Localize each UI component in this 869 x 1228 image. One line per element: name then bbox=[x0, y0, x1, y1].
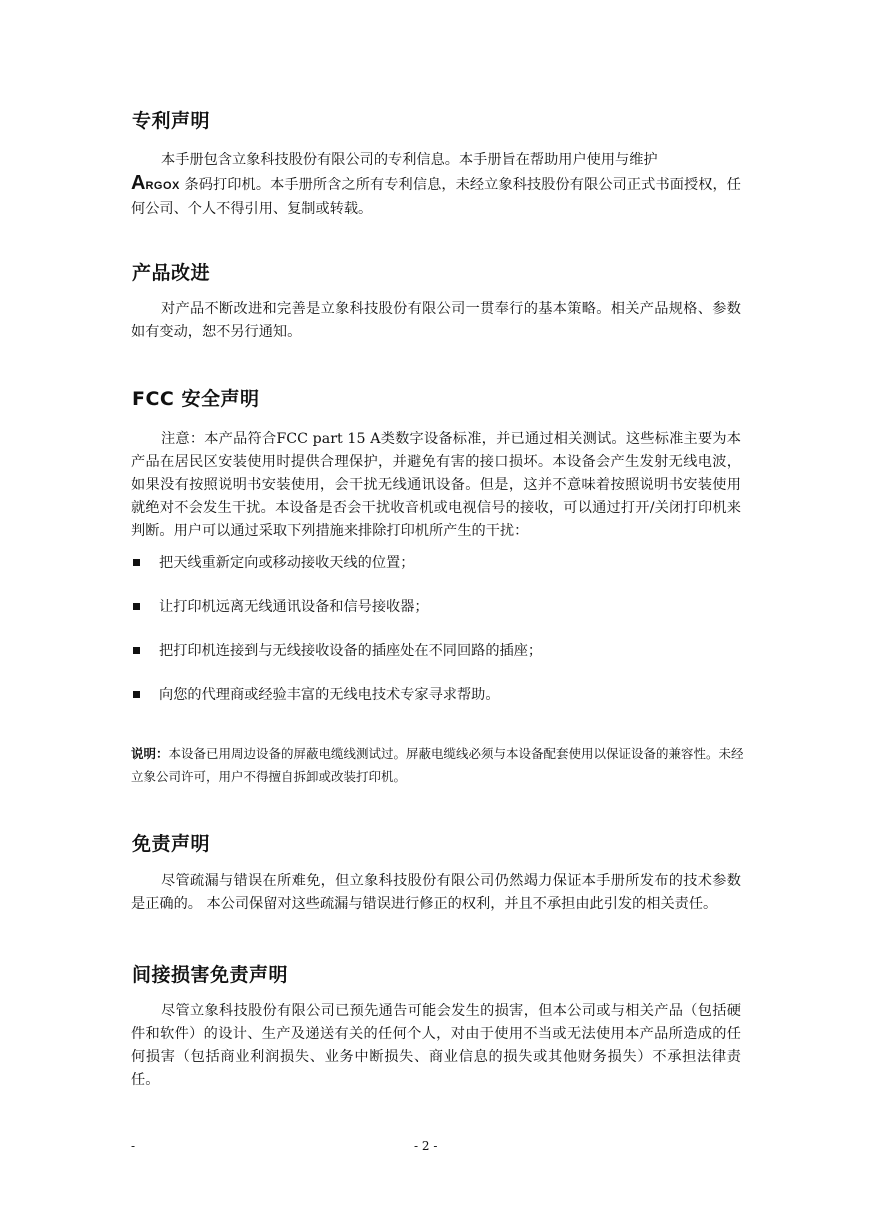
patent-paragraph: 本手册包含立象科技股份有限公司的专利信息。本手册旨在帮助用户使用与维护 ARGOX 条码打印机。本手册所含之所有专利信息，未经立象科技股份有限公司正式书面授权，任何公司、个人不得引用、复制或转载。 bbox=[131, 152, 741, 217]
bullet-square-icon bbox=[133, 603, 140, 610]
bullet-square-icon bbox=[133, 647, 140, 654]
bullet-square-icon bbox=[133, 691, 140, 698]
section-title-disclaimer: 免责声明 bbox=[132, 833, 211, 855]
fcc-note: 说明：本设备已用周边设备的屏蔽电缆线测试过。屏蔽电缆线必须与本设备配套使用以保证设备的兼容性。未经立象公司许可，用户不得擅自拆卸或改装打印机。 bbox=[131, 746, 744, 784]
section-title-fcc: FCC 安全声明 bbox=[132, 388, 260, 410]
fcc-measures-list bbox=[131, 548, 751, 724]
footer-mark: - bbox=[131, 1139, 136, 1153]
list-item: 把打印机连接到与无线接收设备的插座处在不同回路的插座； bbox=[131, 636, 751, 680]
disclaimer-paragraph: 尽管疏漏与错误在所难免，但立象科技股份有限公司仍然竭力保证本手册所发布的技术参数是正确的。 本公司保留对这些疏漏与错误进行修正的权利，并且不承担由此引发的相关责任。 bbox=[131, 873, 741, 912]
indirect-damage-paragraph: 尽管立象科技股份有限公司已预先通告可能会发生的损害，但本公司或与相关产品（包括硬件和软件）的设计、生产及递送有关的任何个人，对由于使用不当或无法使用本产品所造成的任何损害（包括商业利润损失、业务中断损失、商业信息的损失或其他财务损失）不承担法律责任。 bbox=[131, 1003, 741, 1088]
section-title-improvement: 产品改进 bbox=[132, 262, 211, 284]
list-item: 让打印机远离无线通讯设备和信号接收器； bbox=[131, 592, 751, 636]
section-title-indirect-damage: 间接损害免责声明 bbox=[132, 964, 289, 986]
bullet-square-icon bbox=[133, 559, 140, 566]
section-title-patent: 专利声明 bbox=[132, 110, 211, 132]
list-item: 把天线重新定向或移动接收天线的位置； bbox=[131, 548, 751, 592]
note-label: 说明： bbox=[131, 746, 169, 761]
improvement-paragraph: 对产品不断改进和完善是立象科技股份有限公司一贯奉行的基本策略。相关产品规格、参数如有变动，恕不另行通知。 bbox=[131, 301, 741, 340]
list-item: 向您的代理商或经验丰富的无线电技术专家寻求帮助。 bbox=[131, 680, 751, 724]
page-number: - 2 - bbox=[414, 1139, 438, 1153]
fcc-paragraph: 注意：本产品符合FCC part 15 A类数字设备标准，并已通过相关测试。这些标准主要为本产品在居民区安装使用时提供合理保护，并避免有害的接口损坏。本设备会产生发射无线电波，如果没有按照说明书安装使用，会干扰无线通讯设备。但是，这并不意味着按照说明书安装使用就绝对不会发生干扰。本设备是否会干扰收音机或电视信号的接收，可以通过打开/关闭打印机来判断。用户可以通过采取下列措施来排除打印机所产生的干扰： bbox=[131, 431, 741, 539]
argox-logo: ARGOX bbox=[131, 172, 180, 194]
